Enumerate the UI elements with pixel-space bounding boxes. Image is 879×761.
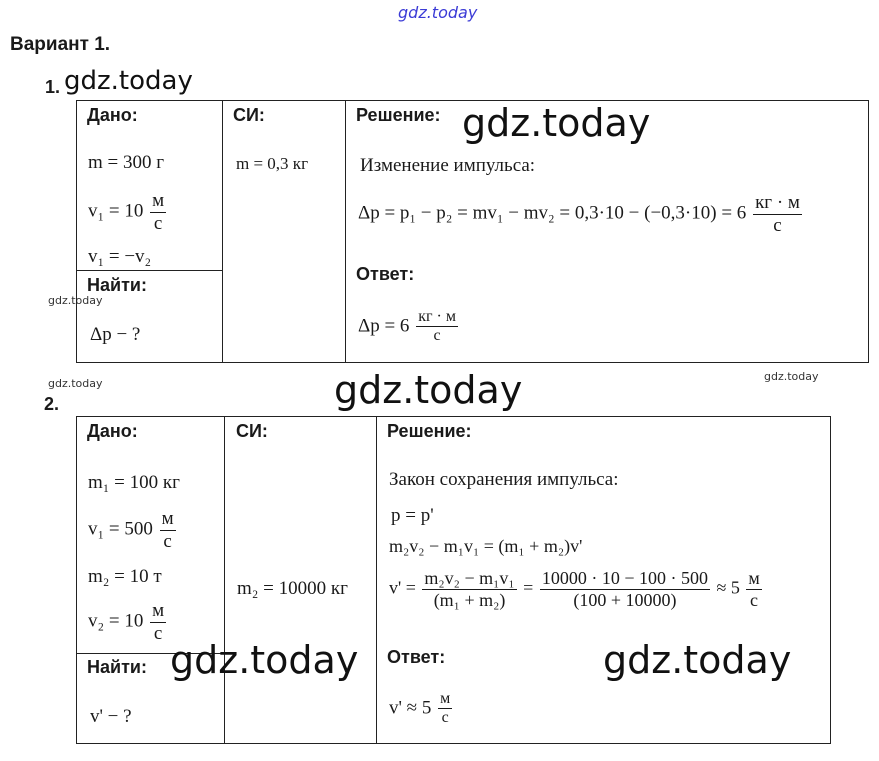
problem-2-answer-title: Ответ: bbox=[387, 647, 446, 667]
answer-unit bbox=[438, 690, 452, 728]
variant-title: Вариант 1. bbox=[10, 34, 111, 55]
fraction-denominator: (m₁ + m₂) bbox=[433, 589, 506, 610]
given-v1-value: v₁ = 500 bbox=[88, 518, 153, 540]
given-v1-unit bbox=[160, 508, 176, 553]
unit-denominator: с bbox=[153, 622, 163, 644]
problem-1-si-mass: m = 0,3 кг bbox=[236, 154, 309, 173]
problem-2-given-m2: m₂ = 10 т bbox=[88, 566, 162, 587]
formula-text: Δp = p₁ − p₂ = mv₁ − mv₂ = 0,3·10 − (−0,3·10) = 6 bbox=[358, 202, 747, 224]
unit-numerator: кг · м bbox=[755, 192, 800, 213]
watermark-t1-left: gdz.today bbox=[48, 294, 103, 307]
problem-2-si-title: СИ: bbox=[236, 421, 268, 441]
problem-1-given-velocity bbox=[88, 190, 168, 235]
problem-1-solution-intro: Изменение импульса: bbox=[360, 155, 536, 176]
watermark-between-center: gdz.today bbox=[334, 368, 523, 412]
watermark-t1-solution: gdz.today bbox=[462, 101, 651, 145]
unit-numerator: м bbox=[152, 190, 165, 211]
problem-2-solution-eq1: p = p' bbox=[391, 505, 434, 526]
eq3-fraction-numeric bbox=[540, 568, 710, 610]
eq3-fraction-symbolic bbox=[422, 568, 516, 610]
problem-2-solution-eq3 bbox=[389, 568, 764, 610]
given-v2-unit bbox=[150, 600, 166, 645]
answer-unit bbox=[416, 308, 458, 346]
problem-1-si-title: СИ: bbox=[233, 105, 265, 125]
problem-2-divider-si bbox=[224, 416, 225, 743]
problem-2-given-v1 bbox=[88, 508, 178, 553]
problem-1-given-velocity-value: v₁ = 10 bbox=[88, 200, 144, 222]
eq3-approx: ≈ 5 bbox=[716, 577, 740, 598]
problem-1-divider-find bbox=[76, 270, 223, 271]
unit-numerator: м bbox=[748, 568, 760, 588]
fraction-numerator: 10000 · 10 − 100 · 500 bbox=[541, 568, 708, 588]
problem-1-divider-si bbox=[222, 100, 223, 362]
problem-2-given-v2 bbox=[88, 600, 168, 645]
problem-2-divider-solution bbox=[376, 416, 377, 743]
fraction-numerator: m₂v₂ − m₁v₁ bbox=[424, 568, 515, 588]
unit-numerator: кг · м bbox=[416, 308, 458, 327]
problem-1-answer bbox=[358, 308, 460, 346]
problem-1-given-title: Дано: bbox=[87, 105, 138, 125]
unit-denominator: с bbox=[773, 214, 782, 236]
unit-denominator: с bbox=[750, 589, 759, 610]
problem-1-given-velocity-unit bbox=[150, 190, 166, 235]
watermark-between-right: gdz.today bbox=[764, 370, 819, 383]
problem-2-given-title: Дано: bbox=[87, 421, 138, 441]
watermark-t2-find: gdz.today bbox=[170, 638, 359, 682]
watermark-top: gdz.today bbox=[398, 3, 478, 22]
problem-1-number: 1. bbox=[45, 77, 61, 97]
unit-numerator: м bbox=[161, 508, 174, 529]
problem-2-solution-eq2: m₂v₂ − m₁v₁ = (m₁ + m₂)v' bbox=[389, 536, 583, 556]
formula-unit bbox=[753, 192, 802, 237]
answer-value: Δp = 6 bbox=[358, 315, 410, 337]
unit-denominator: с bbox=[163, 530, 172, 552]
unit-numerator: м bbox=[438, 690, 452, 709]
problem-2-find-title: Найти: bbox=[87, 657, 147, 677]
watermark-between-left: gdz.today bbox=[48, 377, 103, 390]
given-v2-value: v₂ = 10 bbox=[88, 610, 144, 632]
problem-1-find: Δp − ? bbox=[90, 324, 141, 345]
answer-value: v' ≈ 5 bbox=[389, 697, 432, 719]
watermark-t1-header: gdz.today bbox=[64, 66, 193, 96]
unit-numerator: м bbox=[152, 600, 165, 621]
unit-denominator: с bbox=[441, 709, 449, 727]
problem-1-given-relation: v₁ = −v₂ bbox=[88, 246, 152, 267]
problem-2-find: v' − ? bbox=[90, 706, 132, 727]
problem-1-answer-title: Ответ: bbox=[356, 264, 415, 284]
problem-1-divider-solution bbox=[345, 100, 346, 362]
problem-1-solution-formula bbox=[358, 192, 804, 237]
problem-2-si-m2: m₂ = 10000 кг bbox=[237, 578, 348, 599]
unit-denominator: с bbox=[153, 212, 163, 234]
problem-2-number: 2. bbox=[44, 394, 60, 414]
problem-2-answer bbox=[389, 690, 454, 728]
problem-1-given-mass: m = 300 г bbox=[88, 152, 165, 173]
eq3-unit bbox=[746, 568, 761, 610]
watermark-t2-answer: gdz.today bbox=[603, 638, 792, 682]
problem-2-solution-intro: Закон сохранения импульса: bbox=[389, 469, 619, 490]
fraction-denominator: (100 + 10000) bbox=[573, 589, 677, 610]
eq3-equals: = bbox=[523, 577, 534, 598]
eq3-prefix: v' = bbox=[389, 577, 416, 598]
problem-1-solution-title: Решение: bbox=[356, 105, 441, 125]
problem-2-solution-title: Решение: bbox=[387, 421, 472, 441]
problem-1-find-title: Найти: bbox=[87, 275, 147, 295]
unit-denominator: с bbox=[433, 327, 441, 345]
problem-2-given-m1: m₁ = 100 кг bbox=[88, 472, 180, 493]
